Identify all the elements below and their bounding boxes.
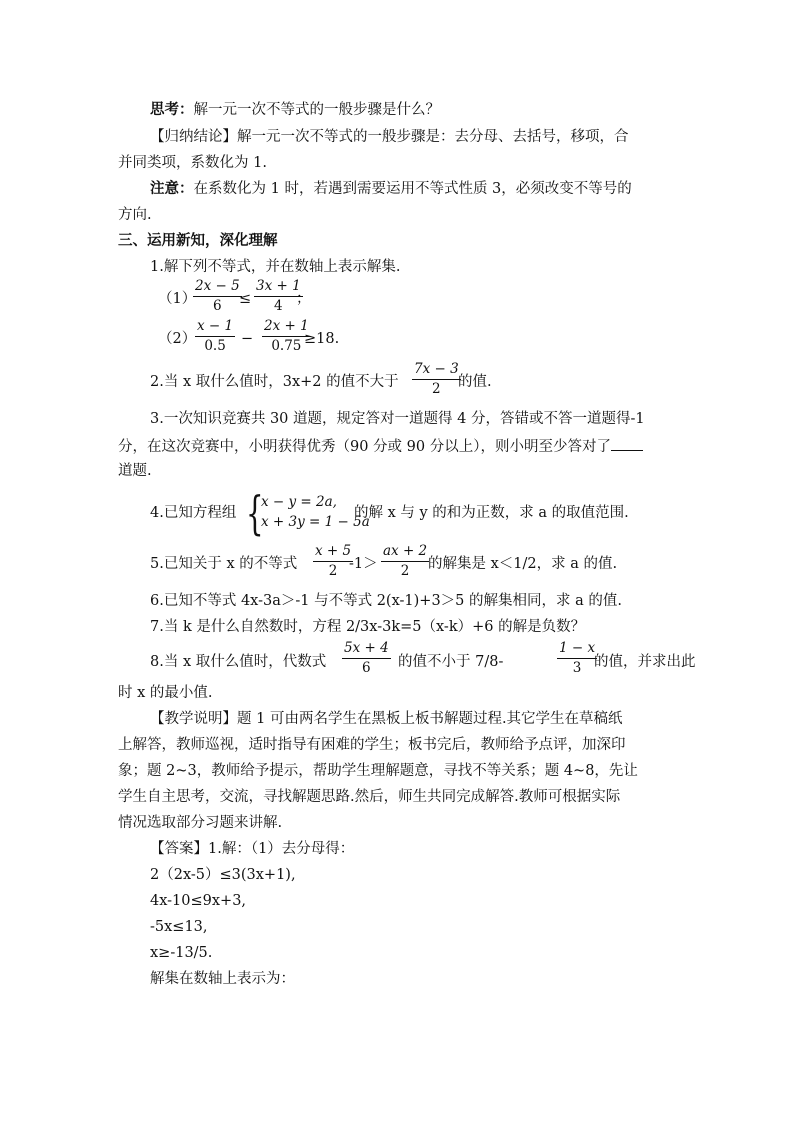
fraction-numerator: x − 1: [195, 320, 235, 337]
q1-part2-minus: −: [241, 331, 254, 347]
fraction-denominator: 2: [432, 380, 441, 397]
fraction-numerator: 3x + 1: [254, 280, 303, 297]
q4-pre: 4.已知方程组: [150, 505, 237, 521]
q6: 6.已知不等式 4x-3a＞-1 与不等式 2(x-1)+3＞5 的解集相同，求 a 的值.: [150, 593, 622, 609]
answer-line-5: x≥-13/5.: [150, 945, 213, 961]
q3-line-2-text: 分，在这次竞赛中，小明获得优秀（90 分或 90 分以上），则小明至少答对了: [118, 439, 611, 455]
q5-mid: -1＞: [349, 556, 378, 572]
q5-fraction-a: [313, 545, 353, 578]
q4-equation-1: x − y = 2a,: [261, 494, 337, 510]
q5-fraction-b: [381, 545, 429, 578]
q2-post: 的值.: [458, 374, 492, 390]
conclusion-line-1: 【归纳结论】解一元一次不等式的一般步骤是：去分母、去括号，移项，合: [150, 129, 629, 145]
note-line-2: 方向.: [118, 207, 152, 223]
answer-line-3: 4x-10≤9x+3,: [150, 893, 247, 909]
q8-fraction-b: [557, 642, 597, 675]
q2-fraction: [412, 363, 461, 396]
fraction-numerator: 1 − x: [557, 642, 597, 659]
fraction-numerator: 7x − 3: [412, 363, 461, 380]
note-label: 注意：: [150, 181, 194, 197]
teaching-line-5: 情况选取部分习题来讲解.: [118, 815, 283, 831]
teaching-line-4: 学生自主思考，交流，寻找解题思路.然后，师生共同完成解答.教师可根据实际: [118, 789, 621, 805]
q3-line-3: 道题.: [118, 463, 152, 479]
fraction-denominator: 4: [274, 297, 283, 314]
answer-line-6: 解集在数轴上表示为：: [150, 971, 295, 987]
teaching-line-1: 【教学说明】题 1 可由两名学生在黑板上板书解题过程.其它学生在草稿纸: [150, 711, 623, 727]
note-text: 在系数化为 1 时，若遇到需要运用不等式性质 3，必须改变不等号的: [193, 181, 632, 197]
fraction-numerator: x + 5: [313, 545, 353, 562]
q3-line-1: 3.一次知识竞赛共 30 道题，规定答对一道题得 4 分，答错或不答一道题得-1: [150, 411, 645, 427]
think-text: 解一元一次不等式的一般步骤是什么？: [193, 102, 440, 118]
fraction-denominator: 2: [400, 562, 410, 579]
q1-part1-fraction-a: [193, 280, 242, 313]
note-paragraph: [150, 182, 632, 197]
fraction-denominator: 2: [328, 562, 338, 579]
think-label: 思考：: [150, 102, 194, 118]
q1-part2-end: ≥18.: [304, 331, 340, 347]
q1-part1-relation: ≤: [239, 291, 252, 307]
q1-part2-label: （2）: [158, 331, 197, 347]
q8-pre: 8.当 x 取什么值时，代数式: [150, 654, 327, 670]
fraction-denominator: 3: [572, 659, 582, 676]
q8-mid: 的值不小于 7/8-: [398, 654, 504, 670]
q8-fraction-a: [342, 642, 391, 675]
fraction-denominator: 0.75: [271, 337, 302, 354]
fraction-numerator: 2x − 5: [193, 280, 242, 297]
q5-post: 的解集是 x＜1/2，求 a 的值.: [428, 556, 618, 572]
section-3-heading: 三、运用新知，深化理解: [118, 233, 278, 249]
q7: 7.当 k 是什么自然数时，方程 2/3x-3k=5（x-k）+6 的解是负数？: [150, 619, 586, 635]
q8-line-2: 时 x 的最小值.: [118, 685, 213, 701]
q1-part1-end: ；: [296, 291, 311, 307]
q1-stem: 1.解下列不等式，并在数轴上表示解集.: [150, 259, 401, 275]
q2-pre: 2.当 x 取什么值时，3x+2 的值不大于: [150, 374, 399, 390]
conclusion-line-2: 并同类项，系数化为 1.: [118, 155, 267, 171]
q4-equation-2: x + 3y = 1 − 5a: [261, 514, 370, 530]
fraction-denominator: 6: [213, 297, 222, 314]
fraction-numerator: 2x + 1: [262, 320, 311, 337]
fraction-numerator: 5x + 4: [342, 642, 391, 659]
answer-line-4: -5x≤13,: [150, 919, 208, 935]
q1-part2-fraction-a: [195, 320, 235, 353]
q8-post: 的值，并求出此: [594, 654, 696, 670]
think-question: [150, 103, 440, 118]
system-brace: {: [246, 486, 264, 540]
q3-line-2: [118, 438, 643, 455]
teaching-line-2: 上解答，教师巡视，适时指导有困难的学生；板书完后，教师给予点评，加深印: [118, 737, 626, 753]
fraction-denominator: 6: [362, 659, 371, 676]
answer-line-1: 【答案】1.解：（1）去分母得：: [150, 841, 355, 857]
answer-blank: [611, 438, 643, 451]
q5-pre: 5.已知关于 x 的不等式: [150, 556, 298, 572]
q1-part1-label: （1）: [158, 291, 197, 307]
fraction-denominator: 0.5: [204, 337, 226, 354]
answer-line-2: 2（2x-5）≤3(3x+1),: [150, 867, 296, 883]
teaching-line-3: 象；题 2~3，教师给予提示，帮助学生理解题意，寻找不等关系；题 4~8，先让: [118, 763, 638, 779]
q4-post: 的解 x 与 y 的和为正数，求 a 的取值范围.: [354, 505, 629, 521]
fraction-numerator: ax + 2: [381, 545, 429, 562]
